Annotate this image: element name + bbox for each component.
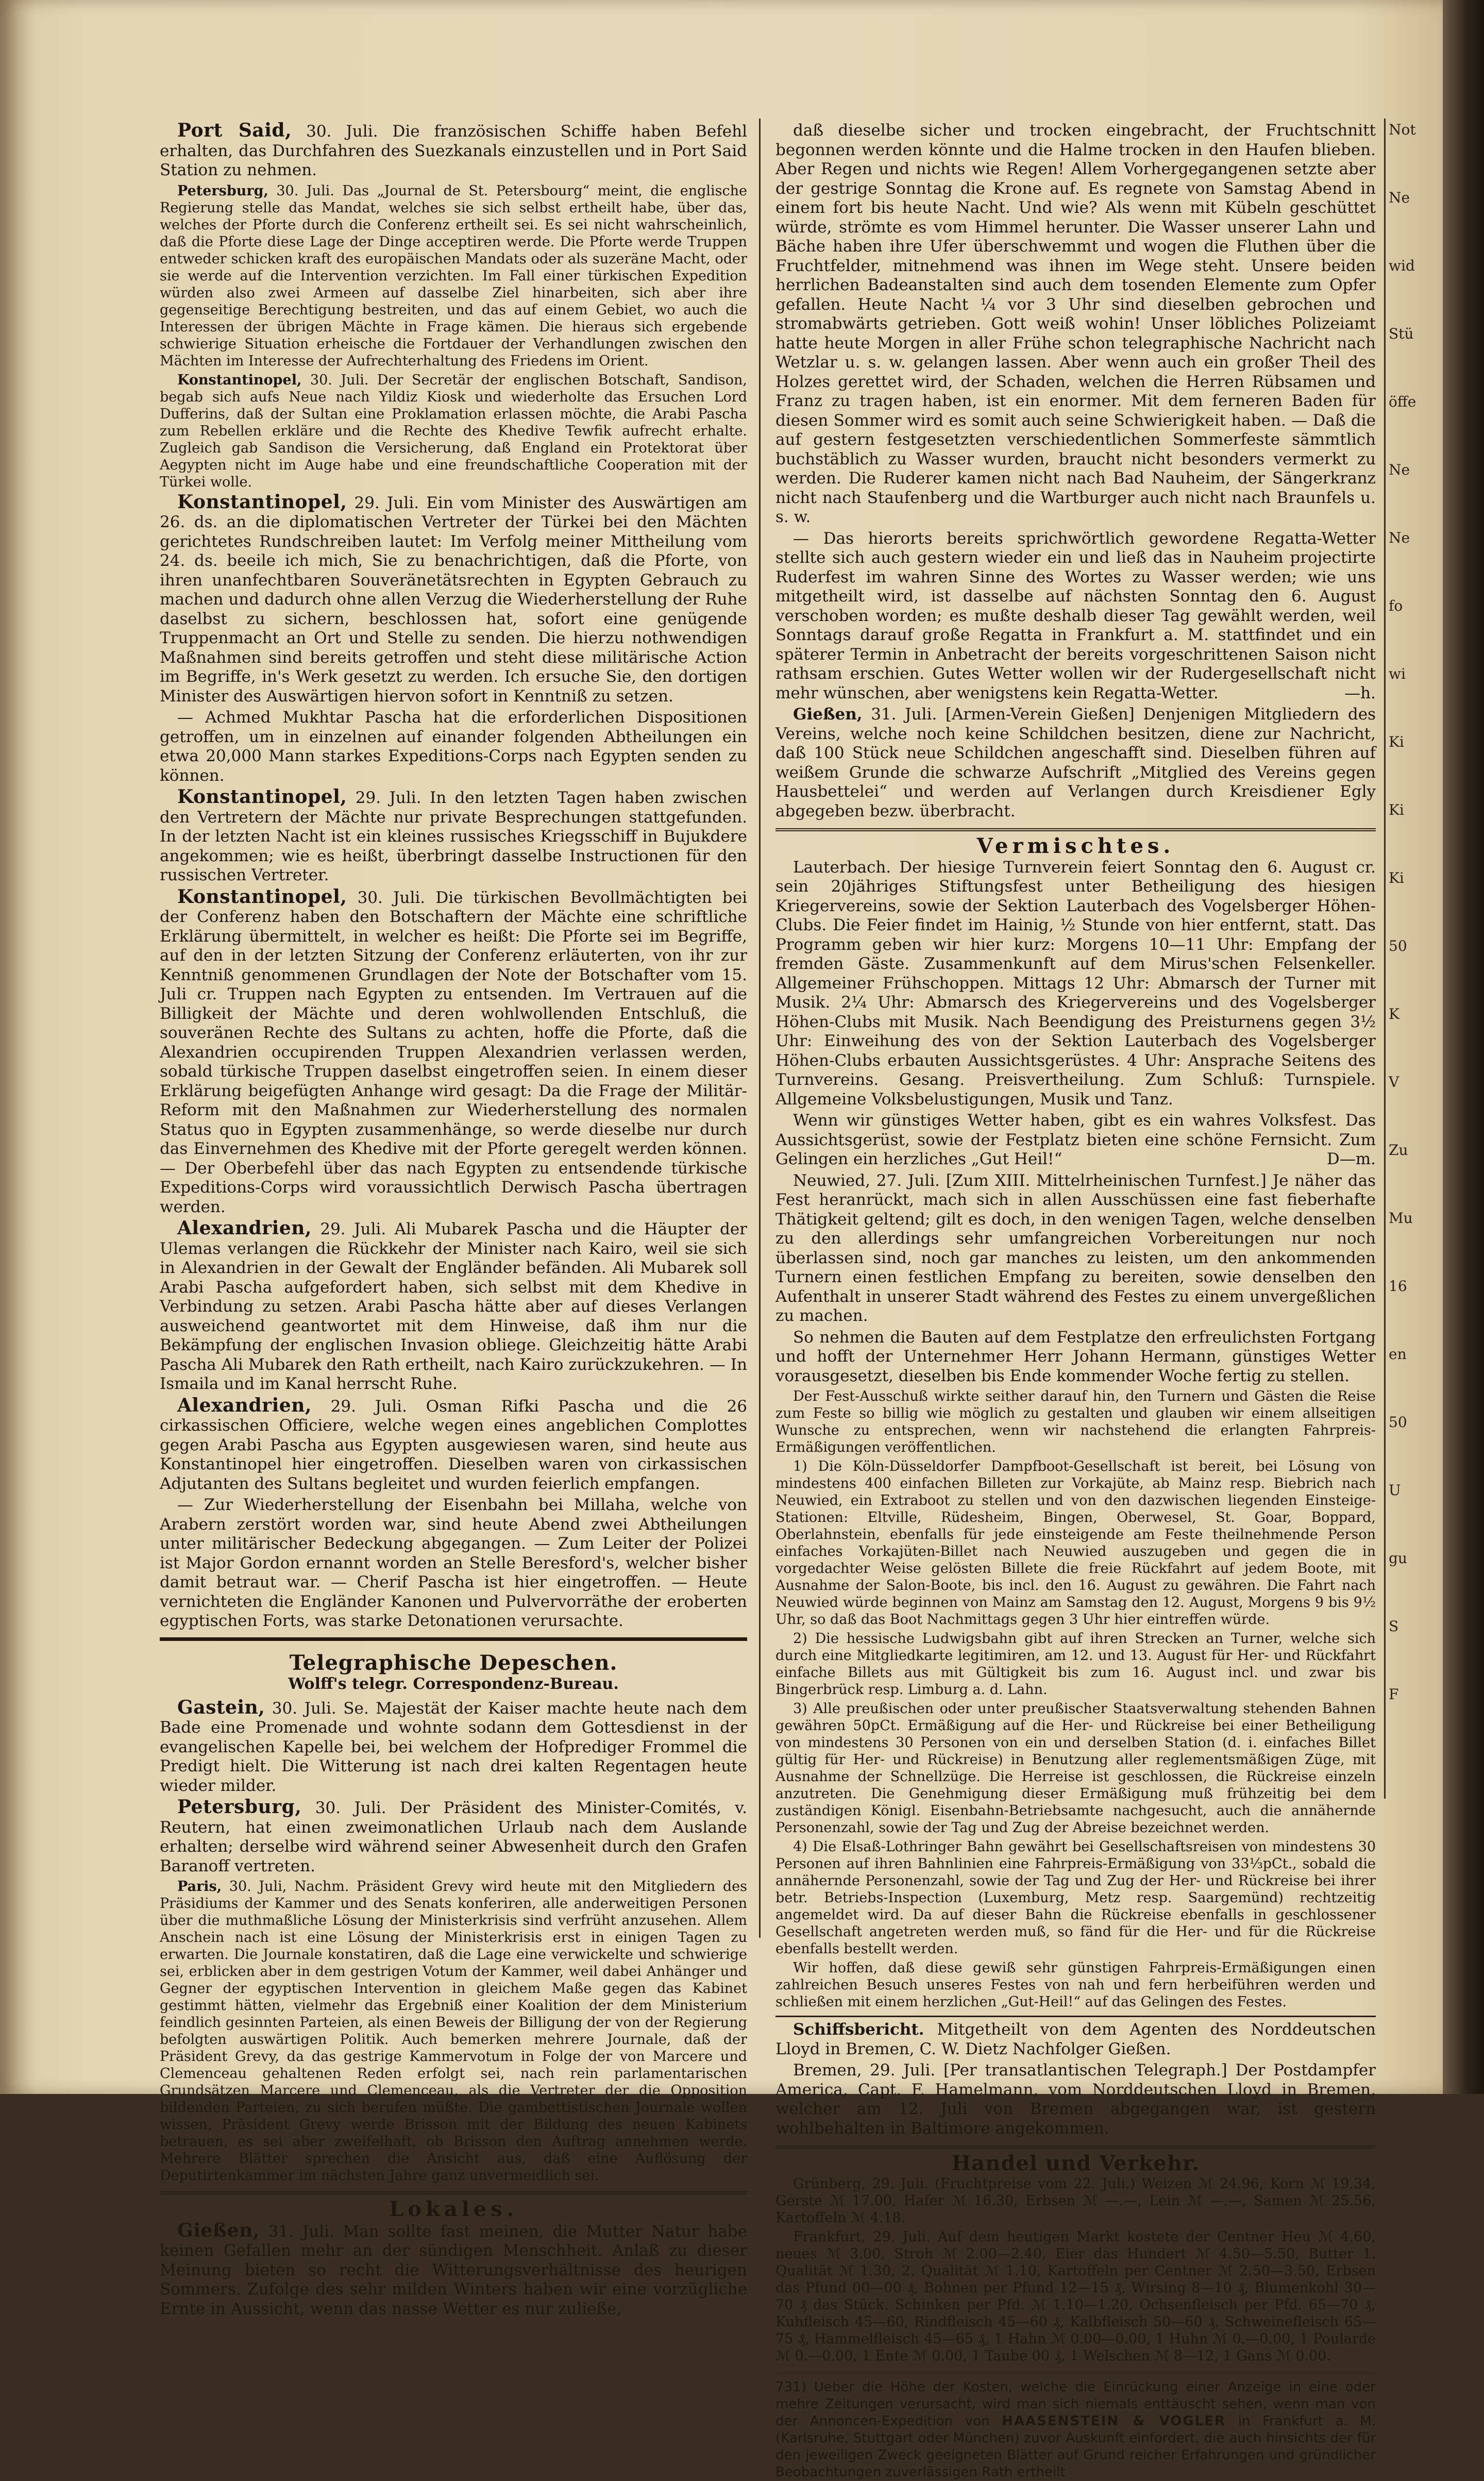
misc-neuwied-closing: Wir hoffen, daß diese gewiß sehr günstigen Fahrpreis-Ermäßigungen einen zahlreichen Besuch unseres Festes von nah und fern herbeiführen werden und schließen mit einem herzlichen „Gut-Heil!“ auf das Gelingen des Festes.: [775, 1960, 1376, 2010]
fragment-text: Ne: [1389, 461, 1410, 478]
fragment-text: Mu: [1389, 1210, 1413, 1227]
article-konstantinopel-1: Konstantinopel, 30. Juli. Der Secretär der englischen Botschaft, Sandison, begab sich aufs Neue nach Yildiz Kiosk und wiederholte das Ersuchen Lord Dufferins, daß der Sultan eine Proklamation erlassen möchte, die Arabi Pascha zum Rebellen erkläre und die Rechte des Khedive Tewfik aufrecht erhalte. Zugleich gab Sandison die Versicherung, daß England ein Protektorat über Aegypten nicht im Auge habe und eine freundschaftliche Cooperation mit der Türkei wolle.: [160, 372, 747, 490]
fragment-text: wid: [1389, 257, 1415, 274]
misc-neuwied-item-4: 4) Die Elsaß-Lothringer Bahn gewährt bei Gesellschaftsreisen von mindestens 30 Personen auf ihren Bahnlinien eine Fahrpreis-Ermäßigung von 33⅓pCt., sobald die annähernde Personenzahl, sowie der Tag und Zug der Her- und Rückreise bei ihrer betr. Betriebs-Inspection (Luxemburg, Metz resp. Saargemünd) rechtzeitig angemeldet wird. Da auf dieser Bahn die Rückreise ebenfalls in geschlossener Gesellschaft angetreten werden muß, so fänd für die Her- und für die Rückreise ebenfalls bestellt werden.: [775, 1839, 1376, 1957]
fragment-text: 50: [1389, 937, 1407, 954]
right-column: [775, 121, 1376, 2480]
local-giessen: Gießen, 31. Juli. Man sollte fast meinen, die Mutter Natur habe keinen Gefallen mehr an der sündigen Menschheit. Anlaß zu dieser Meinung bieten so recht die Witterungsverhältnisse des heurigen Sommers. Zufolge des sehr milden Winters haben wir eine vorzügliche Ernte in Aussicht, wenn das nasse Wetter es nur zuließe,: [160, 2219, 747, 2318]
advertisement-haasenstein: 731) Ueber die Höhe der Kosten, welche die Einrückung einer Anzeige in eine oder mehre Zeitungen verursacht, wird man sich niemals enttäuscht sehen, wenn man von der Annoncen-Expedition von HAASENSTEIN & VOGLER in Frankfurt a. M. (Karlsruhe, Stuttgart oder München) zuvor Auskunft einfordert, die auch hinsichts der für den jeweiligen Zweck geeigneten Blätter auf Grund reicher Erfahrungen und gründlicher Beobachtungen zuverlässigen Rath ertheilt: [775, 2372, 1376, 2481]
fragment-text: U: [1389, 1482, 1401, 1499]
misc-neuwied-2: So nehmen die Bauten auf dem Festplatze den erfreulichsten Fortgang und hofft der Unternehmer Herr Johann Hermann, günstiges Wetter vorausgesetzt, dieselben bis Ende kommender Woche fertig zu stellen.: [775, 1328, 1376, 1385]
dispatch-gastein: Gastein, 30. Juli. Se. Majestät der Kaiser machte heute nach dem Bade eine Promenade und wohnte sodann dem Gottesdienst in der evangelischen Kapelle bei, bei welchem der Hofprediger Frommel die Predigt hielt. Die Witterung ist nach drei kalten Regentagen heute wieder milder.: [160, 1696, 747, 1795]
fragment-text: Ki: [1389, 869, 1404, 886]
section-rule: [160, 1637, 747, 1641]
misc-lauterbach: Lauterbach. Der hiesige Turnverein feiert Sonntag den 6. August cr. sein 20jähriges Stiftungsfest unter Betheiligung des hiesigen Kriegervereins, sowie der Sektion Lauterbach des Vogelsberger Höhen-Clubs. Die Feier findet im Hainig, ½ Stunde von hier entfernt, statt. Das Programm geben wir hier kurz: Morgens 10—11 Uhr: Empfang der fremden Gäste. Zusammenkunft auf dem Mirus'schen Felsenkeller. Allgemeiner Frühschoppen. Mittags 12 Uhr: Abmarsch der Turner mit Musik. 2¼ Uhr: Abmarsch des Kriegervereins und des Vogelsberger Höhen-Clubs mit Musik. Nach Beendigung des Preisturnens gegen 3½ Uhr: Einweihung des von der Sektion Lauterbach des Vogelsberger Höhen-Clubs erbauten Aussichtsgerüstes. 4 Uhr: Ansprache Seitens des Turnvereins. Gesang. Preisvertheilung. Zum Schluß: Turnspiele. Allgemeine Volksbelustigungen, Musik und Tanz.: [775, 858, 1376, 1109]
fragment-text: öffe: [1389, 393, 1416, 410]
fragment-text: Ne: [1389, 529, 1410, 546]
fragment-text: Zu: [1389, 1142, 1408, 1159]
section-title-telegraphische-depeschen: Telegraphische Depeschen.: [289, 1650, 618, 1675]
fragment-text: fo: [1389, 597, 1403, 614]
scan-edge: [1443, 0, 1484, 2094]
ad-brand: HAASENSTEIN & VOGLER: [1002, 2413, 1226, 2429]
section-title-vermischtes: Vermischtes.: [775, 828, 1376, 856]
fragment-text: Ki: [1389, 733, 1404, 750]
article-konstantinopel-4: Konstantinopel, 30. Juli. Die türkischen Bevollmächtigten bei der Conferenz haben den Botschaftern der Mächte eine schriftliche Erklärung übermittelt, in welcher es heißt: Die Pforte sei im Begriffe, auf den in der letzten Sitzung der Conferenz erläuterten, von ihr zur Kenntniß genommenen Grundlagen der Note der Botschafter vom 15. Juli cr. Truppen nach Egypten zu entsenden. Im Vertrauen auf die Billigkeit der Mächte und deren wohlwollenden Entschluß, die souveränen Rechte des Sultans zu achten, hoffe die Pforte, daß die Alexandrien occupirenden Truppen Alexandrien verlassen werden, sobald türkische Truppen daselbst eingetroffen seien. In einem dieser Erklärung beigefügten Anhange wird gesagt: Da die Frage der Militär-Reform mit den Maßnahmen zur Wiederherstellung des normalen Status quo in Egypten zusammenhänge, so werde dieselbe nur durch das Einvernehmen des Khedive mit der Pforte geregelt werden können. — Der Oberbefehl über das nach Egypten zu entsendende türkische Expeditions-Corps wird voraussichtlich Derwisch Pascha übertragen werden.: [160, 885, 747, 1216]
article-konstantinopel-2: Konstantinopel, 29. Juli. Ein vom Minister des Auswärtigen am 26. ds. an die diplomatischen Vertreter der Türkei bei den Mächten gerichtetes Rundschreiben lautet: Im Verfolg meiner Mittheilung vom 24. ds. beeile ich mich, Sie zu benachrichtigen, daß die Pforte, von ihren unanfechtbaren Souveränetätsrechten in Egypten Gebrauch zu machen und dadurch ohne allen Verzug die Wiederherstellung der Ruhe daselbst zu sichern, beschlossen hat, sofort eine genügende Truppenmacht an Ort und Stelle zu senden. Die hierzu nothwendigen Maßnahmen sind bereits getroffen und steht diese militärische Action im Begriffe, in's Werk gesetzt zu werden. Ich ersuche Sie, den dortigen Minister des Auswärtigen hiervon sofort in Kenntniß zu setzen.: [160, 491, 747, 706]
section-title-handel: Handel und Verkehr.: [775, 2145, 1376, 2173]
local-armen-verein: Gießen, 31. Juli. [Armen-Verein Gießen] Denjenigen Mitgliedern des Vereins, welche noch keine Schildchen besitzen, diene zur Nachricht, daß 100 Stück neue Schildchen angeschafft sind. Dieselben führen auf weißem Grunde die schwarze Aufschrift „Mitglied des Vereins gegen Hausbettelei“ und werden auf Verlangen durch Kreisdiener Egly abgegeben bezw. überbracht.: [775, 705, 1376, 820]
misc-neuwied-item-2: 2) Die hessische Ludwigsbahn gibt auf ihren Strecken an Turner, welche sich durch eine Mitgliedkarte legitimiren, am 12. und 13. August für Her- und Rückfahrt einfache Billets aus mit Gültigkeit bis zum 16. August incl. und zwar bis Bingerbrück resp. Limburg a. d. Lahn.: [775, 1631, 1376, 1698]
fragment-text: V: [1389, 1074, 1399, 1091]
article-konstantinopel-3: Konstantinopel, 29. Juli. In den letzten Tagen haben zwischen den Vertretern der Mächte nur private Besprechungen stattgefunden. In der letzten Nacht ist ein kleines russisches Kriegsschiff in Bujukdere angekommen; wie es heißt, überbringt dasselbe Instructionen für den russischen Vertreter.: [160, 786, 747, 884]
article-port-said: Port Said, 30. Juli. Die französischen Schiffe haben Befehl erhalten, das Durchfahren des Suezkanals einzustellen und in Port Said Station zu nehmen.: [160, 120, 747, 179]
market-frankfurt: Frankfurt, 29. Juli. Auf dem heutigen Markt kostete der Centner Heu ℳ 4.60, neues ℳ 3.00, Stroh ℳ 2.00—2.40, Eier das Hundert ℳ 4.50—5.50, Butter 1. Qualität ℳ 1.30, 2. Qualität ℳ 1.10, Kartoffeln per Centner ℳ 2.50—3.50, Erbsen das Pfund 00—00 ₰, Bohnen per Pfund 12—15 ₰, Wirsing 8—10 ₰, Blumenkohl 30—70 ₰ das Stück. Schinken per Pfd. ℳ 1.10—1.20, Ochsenfleisch per Pfd. 65—70 ₰, Kuhfleisch 45—60, Rindfleisch 45—60 ₰, Kalbfleisch 50—60 ₰, Schweinefleisch 65—75 ₰, Hammelfleisch 45—65 ₰, 1 Hahn ℳ 0.00—0.00, 1 Huhn ℳ 0.—0.00, 1 Poularde ℳ 0.—0.00, 1 Ente ℳ 0.00, 1 Taube 00 ₰, 1 Welschen ℳ 8—12, 1 Gans ℳ 0.00.: [775, 2228, 1376, 2364]
column-divider: [759, 119, 761, 1938]
section-title-lokales: Lokales.: [160, 2191, 747, 2219]
fragment-text: Ki: [1389, 801, 1404, 818]
local-regatta: — Das hierorts bereits sprichwörtlich gewordene Regatta-Wetter stellte sich auch gestern wieder ein und ließ das in Nauheim projectirte Ruderfest im wahren Sinne des Wortes zu Wasser werden; wie uns mitgetheilt wird, ist dasselbe auf nächsten Sonntag den 6. August verschoben worden; es mußte deshalb dieser Tag gewählt werden, weil Sonntags darauf große Regatta in Frankfurt a. M. stattfindet und ein späterer Termin in Anbetracht der bereits vorgeschrittenen Saison nicht rathsam erschien. Gutes Wetter wollen wir der Rudergesellschaft nicht mehr wünschen, aber wenigstens kein Regatta-Wetter. —h.: [775, 529, 1376, 702]
fragment-text: wi: [1389, 665, 1406, 682]
fragment-text: S: [1389, 1618, 1399, 1635]
fragment-text: 50: [1389, 1414, 1407, 1431]
fragment-text: Ne: [1389, 189, 1410, 206]
article-alexandrien-2: Alexandrien, 29. Juli. Osman Rifki Pascha und die 26 cirkassischen Officiere, welche wegen eines angeblichen Complottes gegen Arabi Pascha aus Egypten ausgewiesen waren, sind heute aus Konstantinopel hier eingetroffen. Dieselben waren von cirkassischen Adjutanten des Sultans begleitet und wurden feierlich empfangen.: [160, 1394, 747, 1493]
article-petersburg: Petersburg, 30. Juli. Das „Journal de St. Petersbourg“ meint, die englische Regierung stelle das Mandat, welches sie sich selbst ertheilt habe, über das, welches der Pforte durch die Conferenz ertheilt sei. Es sei nicht wahrscheinlich, daß die Pforte diese Lage der Dinge acceptiren werde. Die Pforte werde Truppen entweder schicken kraft des europäischen Mandats oder als suzeräne Macht, oder sie werde auf die Intervention verzichten. Im Fall einer türkischen Expedition würden also zwei Armeen auf dasselbe Ziel hinarbeiten, sich aber ihre gegenseitige Berechtigung bestreiten, und das auf einem Gebiet, wo auch die Interessen der übrigen Mächte in Frage kämen. Die hieraus sich ergebende schwierige Situation erheische die Fortdauer der Verhandlungen zwischen den Mächten im Interesse der Aufrechterhaltung des Friedens im Orient.: [160, 182, 747, 369]
dispatch-petersburg: Petersburg, 30. Juli. Der Präsident des Minister-Comités, v. Reutern, hat einen zweimonatlichen Urlaub nach dem Auslande erhalten; derselbe wird während seiner Abwesenheit durch den Grafen Baranoff vertreten.: [160, 1796, 747, 1875]
misc-neuwied-item-1: 1) Die Köln-Düsseldorfer Dampfboot-Gesellschaft ist bereit, bei Lösung von mindestens 400 einfachen Billeten zur Vorkajüte, ab Mainz resp. Biebrich nach Neuwied, ein Extraboot zu stellen und von den dazwischen liegenden Einsteige-Stationen: Eltville, Rüdesheim, Bingen, Oberwesel, St. Goar, Boppard, Oberlahnstein, ebenfalls für jede einsteigende am Feste theilnehmende Person einfaches Vorkajüten-Billet nach Neuwied auszugeben und gegen die in vorgedachter Weise gelösten Billete die freie Rückfahrt auf jedem Boote, mit Ausnahme der Salon-Boote, bis incl. den 16. August zu gewähren. Die Fahrt nach Neuwied würde beginnen von Mainz am Samstag den 12. August, Morgens 9 bis 9½ Uhr, so daß das Boot Nachmittags gegen 3 Uhr hier eintreffen würde.: [775, 1459, 1376, 1628]
fragment-text: 16: [1389, 1278, 1407, 1295]
adjacent-page-fragments: [1389, 121, 1443, 1770]
fragment-text: Not: [1389, 121, 1416, 138]
fragment-text: K: [1389, 1005, 1399, 1022]
fragment-text: gu: [1389, 1550, 1407, 1567]
misc-neuwied-item-3: 3) Alle preußischen oder unter preußischer Staatsverwaltung stehenden Bahnen gewähren 50pCt. Ermäßigung auf die Her- und Rückreise bei einer Betheiligung von mindestens 30 Personen von ein und derselben Station (d. i. einfaches Billet gültig für Her- und Rückreise) in Benutzung aller reglementsmäßigen Züge, mit Ausnahme der Schnellzüge. Die Herreise ist geschlossen, die Rückreise einzeln anzutreten. Die Genehmigung dieser Ermäßigung muß frühzeitig bei dem zuständigen Königl. Eisenbahn-Betriebsamte nachgesucht, auch die annähernde Personenzahl, sowie der Tag und Zug der Abreise bezeichnet werden.: [775, 1701, 1376, 1836]
market-gruenberg: Grünberg, 29. Juli. (Fruchtpreise vom 22. Juli.) Weizen ℳ 24.96, Korn ℳ 19.34, Gerste ℳ 17.00, Hafer ℳ 16.30, Erbsen ℳ —.—, Lein ℳ —.—, Samen ℳ 25.56, Kartoffeln ℳ 4.18.: [775, 2175, 1376, 2226]
misc-neuwied-3: Der Fest-Ausschuß wirkte seither darauf hin, den Turnern und Gästen die Reise zum Feste so billig wie möglich zu gestalten und glauben wir einem allseitigen Wunsche zu entsprechen, wenn wir nachstehend die erlangten Fahrpreis-Ermäßigungen veröffentlichen.: [775, 1388, 1376, 1455]
misc-neuwied: Neuwied, 27. Juli. [Zum XIII. Mittelrheinischen Turnfest.] Je näher das Fest heranrückt, mach sich in allen Ausschüssen eine fast fieberhafte Thätigkeit geltend; gilt es doch, in den wenigen Tagen, welche denselben zu den allerdings sehr umfangreichen Vorbereitungen nur noch überlassen sind, noch gar manches zu leisten, um den ankommenden Turnern einen festlichen Empfang zu bereiten, sowie denselben den Aufenthalt in unserer Stadt während des Festes zu einem unvergeßlichen zu machen.: [775, 1171, 1376, 1325]
dispatch-paris: Paris, 30. Juli, Nachm. Präsident Grevy wird heute mit den Mitgliedern des Präsidiums der Kammer und des Senats konferiren, alle anderweitigen Personen über die muthmaßliche Lösung der Ministerkrisis sind verfrüht anzusehen. Allem Anschein nach ist eine Lösung der Ministerkrisis erst in einigen Tagen zu erwarten. Die Journale konstatiren, daß die Lage eine verwickelte und schwierige sei, erblicken aber in dem gestrigen Votum der Kammer, weil dabei Anhänger und Gegner der egyptischen Intervention in gleichem Maße gegen das Kabinet gestimmt hätten, vielmehr das Ergebniß einer Koalition der dem Ministerium feindlich gesinnten Parteien, als einen Beweis der Billigung der von der Regierung befolgten auswärtigen Politik. Auch bemerken mehrere Journale, daß der Präsident Grevy, da das gestrige Kammervotum in Folge der von Marcere und Clemenceau gehaltenen Reden erfolgt sei, nach rein parlamentarischen Grundsätzen Marcere und Clemenceau, als die Vertreter der die Opposition bildenden Parteien, zu sich berufen müßte. Die gambettistischen Journale wollen wissen, Präsident Grevy werde Brisson mit der Bildung des neuen Kabinets betrauen, es sei aber zweifelhaft, ob Brisson den Auftrag annehmen werde. Mehrere Blätter sprechen die Ansicht aus, daß eine Auflösung der Deputirtenkammer im nächsten Jahre ganz unvermeidlich sei.: [160, 1879, 747, 2184]
ship-report-bremen: Bremen, 29. Juli. [Per transatlantischen Telegraph.] Der Postdampfer America, Capt. F. Hamelmann, vom Norddeutschen Lloyd in Bremen, welcher am 12. Juli von Bremen abgegangen war, ist gestern wohlbehalten in Baltimore angekommen.: [775, 2061, 1376, 2138]
misc-lauterbach-2: Wenn wir günstiges Wetter haben, gibt es ein wahres Volksfest. Das Aussichtsgerüst, sowie der Festplatz bieten eine schöne Fernsicht. Zum Gelingen ein herzliches „Gut Heil!“ D—m.: [775, 1111, 1376, 1168]
left-column: [160, 120, 747, 2318]
article-mukhtar: — Achmed Mukhtar Pascha hat die erforderlichen Dispositionen getroffen, um in einzelnen auf einander folgenden Abtheilungen ein etwa 20,000 Mann starkes Expeditions-Corps nach Egypten senden zu können.: [160, 708, 747, 785]
article-eisenbahn: — Zur Wiederherstellung der Eisenbahn bei Millaha, welche von Arabern zerstört worden war, sind heute Abend zwei Abtheilungen unter militärischer Bedeckung abgegangen. — Zum Leiter der Polizei ist Major Gordon ernannt worden an Stelle Beresford's, welcher bisher damit betraut war. — Cherif Pascha ist hier eingetroffen. — Heute vernichteten die Engländer Kanonen und Pulvervorräthe der eroberten egyptischen Forts, was starke Detonationen verursachte.: [160, 1496, 747, 1630]
fragment-text: F: [1389, 1686, 1399, 1703]
page-fold-shadow: [0, 0, 36, 2094]
article-alexandrien-1: Alexandrien, 29. Juli. Ali Mubarek Pascha und die Häupter der Ulemas verlangen die Rückkehr der Minister nach Kairo, weil sie sich in Alexandrien in der Gewalt der Engländer befänden. Ali Mubarek soll Arabi Pascha aufgefordert haben, sich selbst mit dem Khedive in Verbindung zu setzen. Arabi Pascha hätte aber auf dieses Verlangen ausweichend geantwortet mit dem Hinweise, daß ihm nur die Bekämpfung der englischen Invasion obliege. Gleichzeitig hätte Arabi Pascha Ali Mubarek den Rath ertheilt, nach Kairo zurückzukehren. — In Ismaila und im Kanal herrscht Ruhe.: [160, 1217, 747, 1393]
section-rule: [775, 2016, 1376, 2017]
fragment-text: en: [1389, 1346, 1407, 1363]
ship-report: Schiffsbericht. Mitgetheilt von dem Agenten des Norddeutschen Lloyd in Bremen, C. W. Dietz Nachfolger Gießen.: [775, 2020, 1376, 2058]
fragment-list: [1389, 121, 1443, 1703]
column-divider: [1384, 119, 1386, 1799]
local-weather-continued: daß dieselbe sicher und trocken eingebracht, der Fruchtschnitt begonnen werden könnte und die Halme trocken in den Haufen blieben. Aber Regen und nichts wie Regen! Allem Vorhergegangenen setzte aber der gestrige Sonntag die Krone auf. Es regnete von Samstag Abend in einem fort bis heute Nacht. Und wie? Als wenn mit Kübeln geschüttet würde, strömte es vom Himmel herunter. Die Wasser unserer Lahn und Bäche haben ihre Ufer überschwemmt und wogen die Fluthen über die Fruchtfelder, mitnehmend was ihnen im Wege steht. Unsere beiden herrlichen Badeanstalten sind auch dem tosenden Elemente zum Opfer gefallen. Heute Nacht ¼ vor 3 Uhr sind dieselben gebrochen und stromabwärts getrieben. Gott weiß wohin! Unser löbliches Polizeiamt hatte heute Morgen in aller Frühe schon telegraphische Nachricht nach Wetzlar u. s. w. gelangen lassen. Aber wenn auch ein großer Theil des Holzes gerettet wird, der Schaden, welchen die Herren Rübsamen und Franz zu tragen haben, ist ein enormer. Mit dem ferneren Baden für diesen Sommer wird es somit auch seine Schwierigkeit haben. — Daß die auf gestern festgesetzten verschiedentlichen Sommerfeste sämmtlich buchstäblich zu Wasser wurden, braucht nicht besonders vermerkt zu werden. Die Ruderer kamen nicht nach Bad Nauheim, der Sängerkranz nicht nach Staufenberg und die Wartburger auch nicht nach Braunfels u. s. w.: [775, 121, 1376, 526]
fragment-text: Stü: [1389, 325, 1414, 342]
section-subtitle-wolff: Wolff's telegr. Correspondenz-Bureau.: [288, 1675, 619, 1693]
